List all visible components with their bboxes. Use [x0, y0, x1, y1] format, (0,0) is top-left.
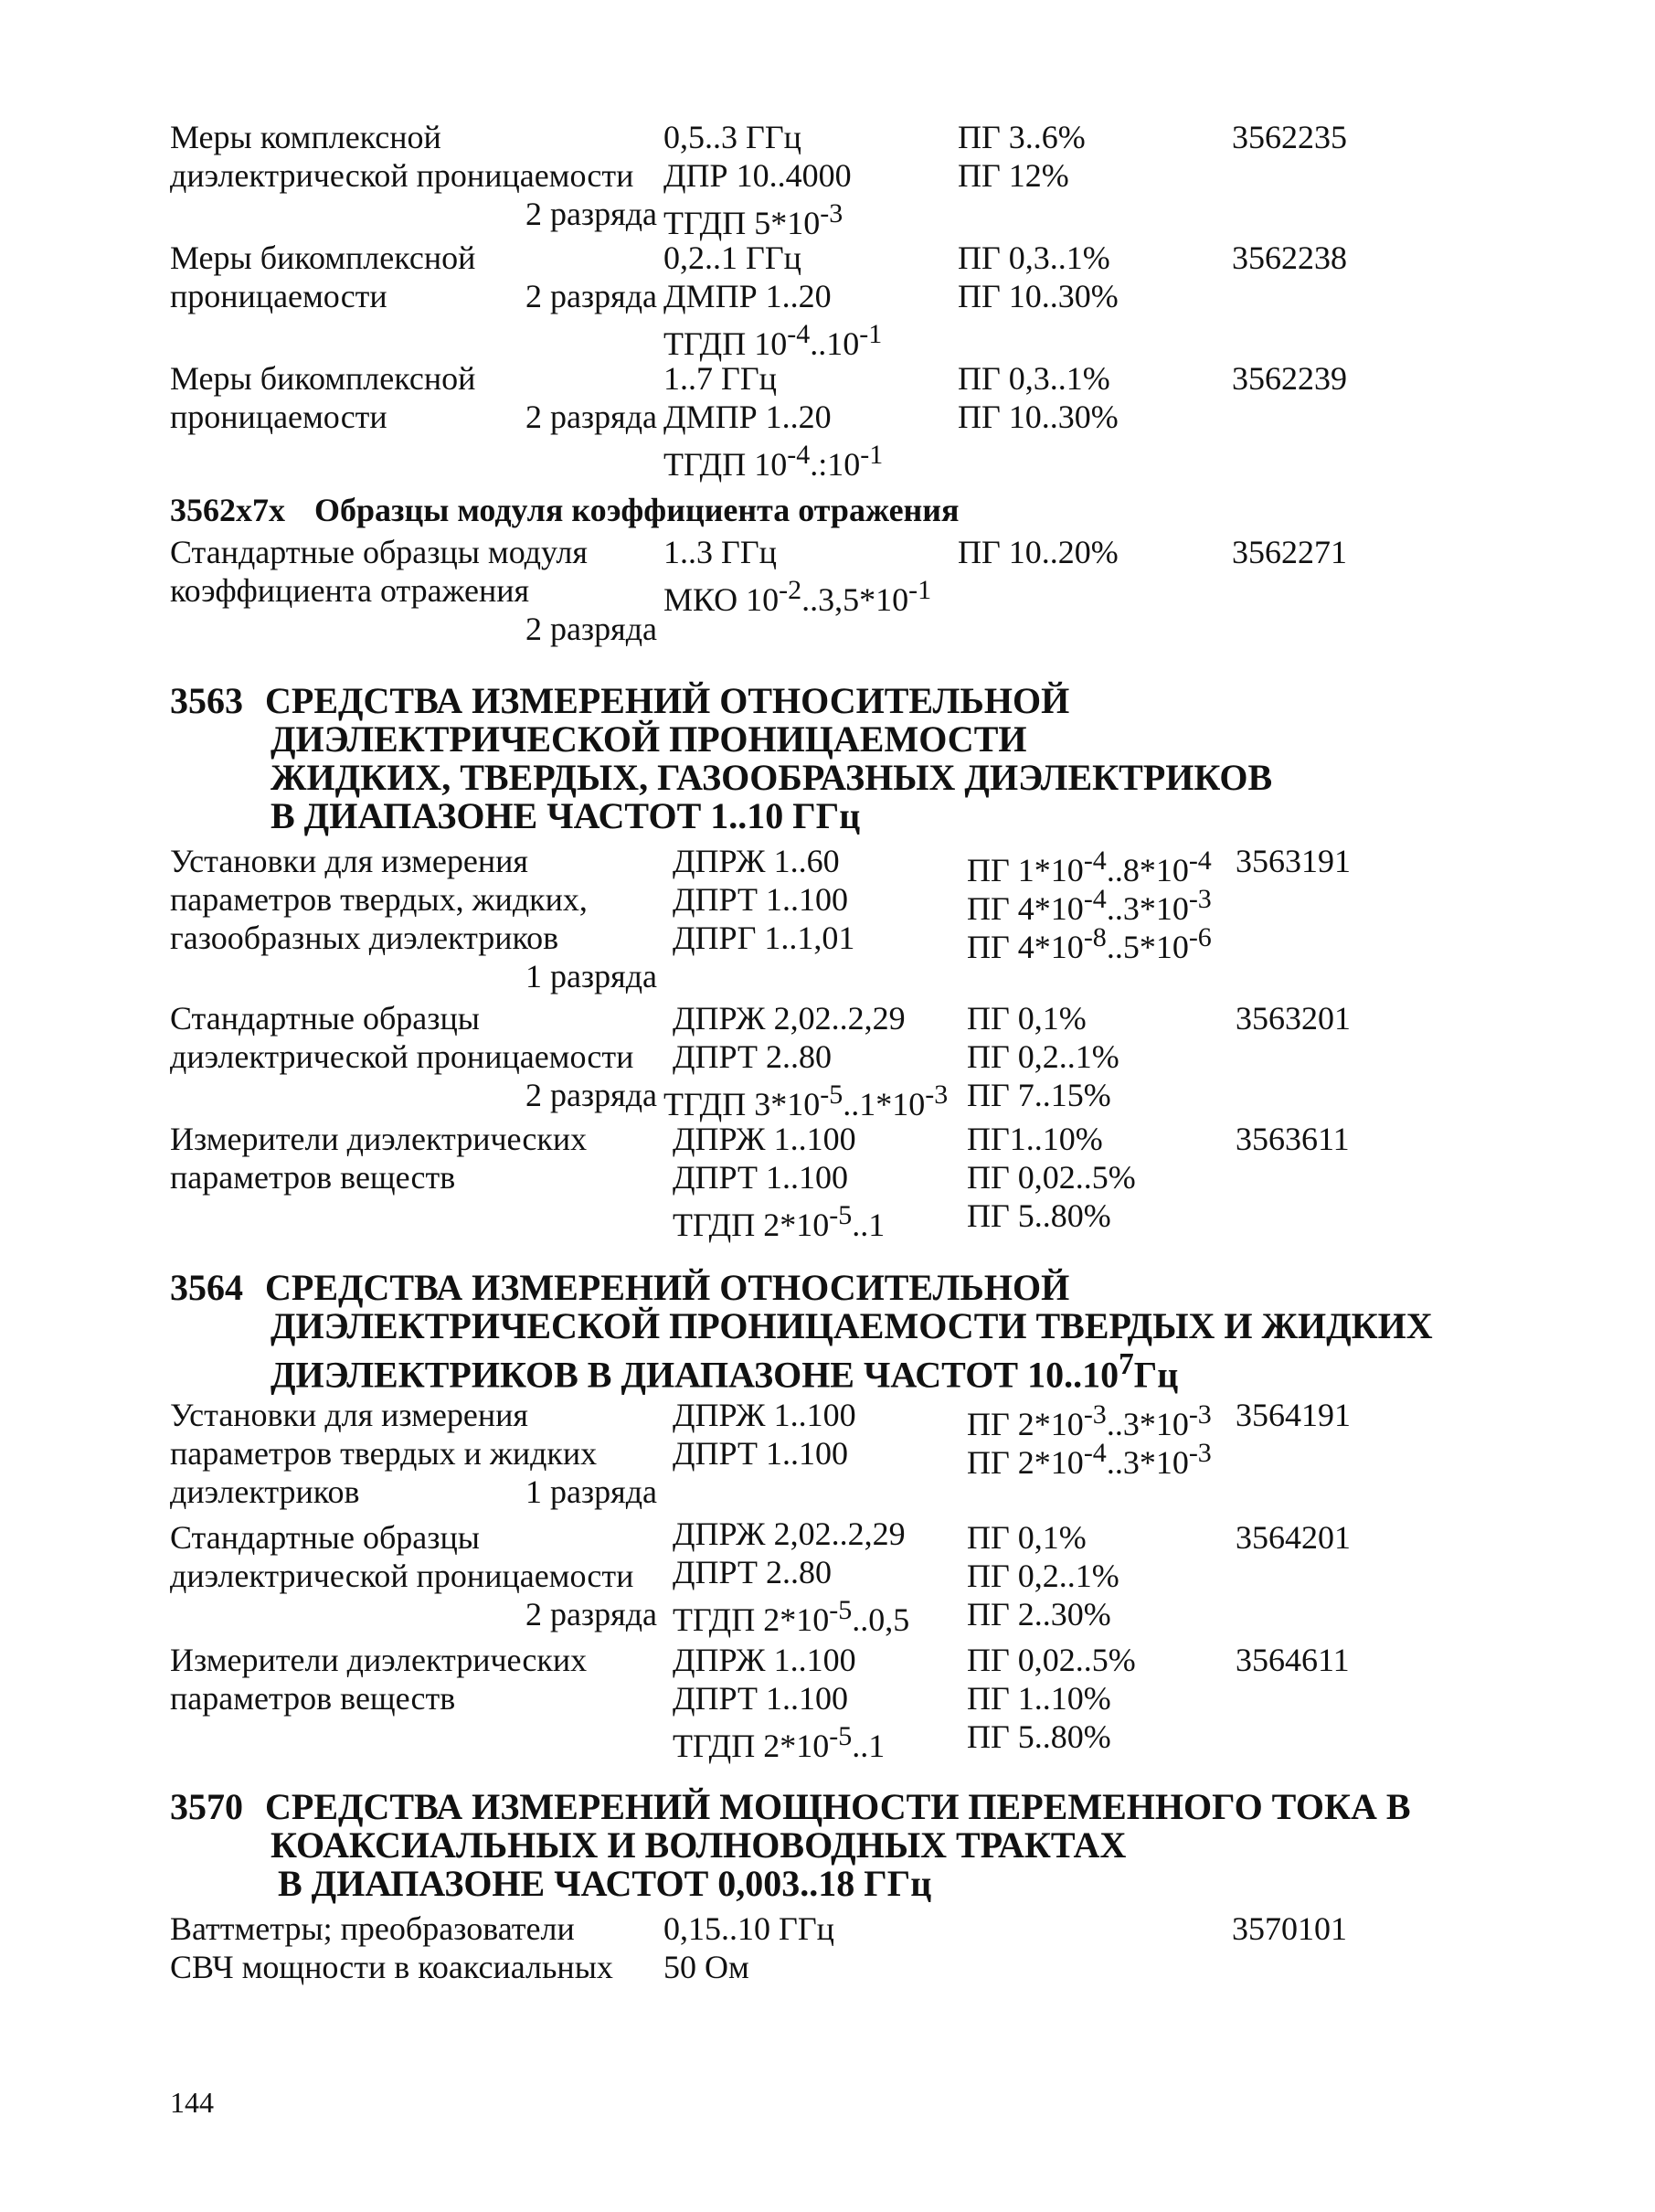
entry-accuracy: ПГ 7..15% [967, 1077, 1111, 1113]
entry-param: 1..3 ГГц [663, 534, 777, 570]
entry-name-line: коэффициента отражения [170, 572, 530, 609]
entry-accuracy: ПГ 10..30% [958, 278, 1119, 314]
entry-accuracy: ПГ 5..80% [967, 1197, 1111, 1234]
entry-param: ТГДП $2*10^{-5}..0,5$ [673, 1595, 910, 1638]
entry-name-line: Стандартные образцы модуля [170, 534, 588, 570]
entry-category: 1 разряда [525, 1473, 657, 1510]
entry-param: ДМПР 1..20 [663, 399, 832, 435]
section-title-line: ДИЭЛЕКТРИЧЕСКОЙ ПРОНИЦАЕМОСТИ [271, 718, 1027, 760]
section-title-line: ДИЭЛЕКТРИКОВ В ДИАПАЗОНЕ ЧАСТОТ 10..10$^7$Гц [271, 1347, 1179, 1396]
entry-param: ТГДП $10^{-4}..10^{-1}$ [663, 319, 883, 362]
entry-param: 1..7 ГГц [663, 360, 777, 397]
entry-accuracy: ПГ 0,2..1% [967, 1558, 1119, 1594]
entry-name-line: проницаемости [170, 399, 387, 435]
entry-param: ДМПР 1..20 [663, 278, 832, 314]
entry-param: 0,5..3 ГГц [663, 119, 801, 155]
entry-name-line: Установки для измерения [170, 843, 528, 879]
entry-name-line: диэлектрической проницаемости [170, 1558, 634, 1594]
entry-accuracy: ПГ 10..20% [958, 534, 1119, 570]
entry-param: ДПРЖ 2,02..2,29 [673, 1515, 906, 1552]
entry-param: ТГДП $10^{-4}.:10^{-1}$ [663, 440, 884, 483]
section-title-line: ДИЭЛЕКТРИЧЕСКОЙ ПРОНИЦАЕМОСТИ ТВЕРДЫХ И ЖИДКИХ [271, 1305, 1433, 1346]
entry-param: ДПРГ 1..1,01 [673, 920, 855, 956]
entry-category: 2 разряда [525, 196, 657, 232]
entry-code: 3563191 [1236, 843, 1351, 879]
entry-name-line: Измерители диэлектрических [170, 1642, 588, 1678]
entry-accuracy: ПГ 0,2..1% [967, 1038, 1119, 1075]
entry-accuracy: ПГ 0,1% [967, 1519, 1087, 1556]
entry-param: ТГДП $2*10^{-5}..1$ [673, 1721, 886, 1764]
entry-category: 2 разряда [525, 278, 657, 314]
entry-name-line: Ваттметры; преобразователи [170, 1910, 575, 1947]
entry-param: ДПРЖ 1..60 [673, 843, 840, 879]
entry-accuracy: ПГ 0,1% [967, 1000, 1087, 1037]
entry-name-line: Меры комплексной [170, 119, 441, 155]
entry-param: ДПР 10..4000 [663, 157, 852, 194]
entry-category: 2 разряда [525, 399, 657, 435]
entry-accuracy: ПГ 0,02..5% [967, 1159, 1136, 1196]
entry-param: ДПРТ 2..80 [673, 1038, 833, 1075]
entry-name-line: Стандартные образцы [170, 1519, 480, 1556]
entry-code: 3562239 [1232, 360, 1347, 397]
page-number: 144 [170, 2086, 214, 2119]
entry-accuracy: ПГ 0,02..5% [967, 1642, 1136, 1678]
entry-name-line: параметров твердых, жидких, [170, 881, 588, 918]
entry-param: 0,15..10 ГГц [663, 1910, 834, 1947]
entry-code: 3562238 [1232, 239, 1347, 276]
section-code: 3564 [170, 1267, 243, 1308]
entry-param: 50 Ом [663, 1949, 749, 1985]
entry-category: 2 разряда [525, 611, 657, 647]
entry-name-line: Стандартные образцы [170, 1000, 480, 1037]
entry-name-line: газообразных диэлектриков [170, 920, 559, 956]
section-title-line: СРЕДСТВА ИЗМЕРЕНИЙ ОТНОСИТЕЛЬНОЙ [265, 680, 1070, 721]
entry-param: ТГДП $2*10^{-5}..1$ [673, 1200, 886, 1243]
entry-accuracy: ПГ1..10% [967, 1121, 1103, 1157]
entry-category: 2 разряда [525, 1596, 657, 1632]
section-code: 3563 [170, 680, 243, 721]
entry-name-line: СВЧ мощности в коаксиальных [170, 1949, 613, 1985]
entry-param: ДПРТ 2..80 [673, 1554, 833, 1590]
section-title-line: ЖИДКИХ, ТВЕРДЫХ, ГАЗООБРАЗНЫХ ДИЭЛЕКТРИКОВ [271, 757, 1273, 798]
entry-accuracy: ПГ $4*10^{-8}..5*10^{-6}$ [967, 922, 1212, 965]
entry-accuracy: ПГ 0,3..1% [958, 239, 1110, 276]
entry-param: ДПРЖ 2,02..2,29 [673, 1000, 906, 1037]
entry-param: ДПРЖ 1..100 [673, 1642, 856, 1678]
entry-accuracy: ПГ $4*10^{-4}..3*10^{-3}$ [967, 884, 1212, 927]
entry-accuracy: ПГ 3..6% [958, 119, 1086, 155]
section-title-line: В ДИАПАЗОНЕ ЧАСТОТ 1..10 ГГц [271, 795, 861, 836]
entry-name-line: Меры бикомплексной [170, 239, 476, 276]
entry-accuracy: ПГ $1*10^{-4}..8*10^{-4}$ [967, 845, 1212, 888]
entry-name-line: диэлектрической проницаемости [170, 1038, 634, 1075]
subsection-code: 3562х7х [170, 492, 285, 528]
entry-name-line: параметров веществ [170, 1159, 456, 1196]
section-title-line: СРЕДСТВА ИЗМЕРЕНИЙ ОТНОСИТЕЛЬНОЙ [265, 1267, 1070, 1308]
entry-name-line: Меры бикомплексной [170, 360, 476, 397]
entry-name-line: диэлектрической проницаемости [170, 157, 634, 194]
entry-name-line: параметров веществ [170, 1680, 456, 1717]
entry-code: 3570101 [1232, 1910, 1347, 1947]
entry-code: 3563611 [1236, 1121, 1350, 1157]
section-title-line: В ДИАПАЗОНЕ ЧАСТОТ 0,003..18 ГГц [278, 1863, 932, 1904]
entry-param: ТГДП $5*10^{-3}$ [663, 198, 843, 241]
entry-name-line: проницаемости [170, 278, 387, 314]
section-title-line: КОАКСИАЛЬНЫХ И ВОЛНОВОДНЫХ ТРАКТАХ [271, 1824, 1127, 1866]
entry-param: ДПРТ 1..100 [673, 1435, 849, 1472]
entry-accuracy: ПГ $2*10^{-3}..3*10^{-3}$ [967, 1399, 1212, 1442]
entry-category: 1 разряда [525, 958, 657, 994]
entry-accuracy: ПГ 12% [958, 157, 1069, 194]
entry-name-line: Измерители диэлектрических [170, 1121, 588, 1157]
entry-accuracy: ПГ 5..80% [967, 1718, 1111, 1755]
entry-accuracy: ПГ 0,3..1% [958, 360, 1110, 397]
entry-code: 3562271 [1232, 534, 1347, 570]
entry-param: ДПРТ 1..100 [673, 1159, 849, 1196]
entry-accuracy: ПГ 1..10% [967, 1680, 1111, 1717]
entry-param: ДПРЖ 1..100 [673, 1121, 856, 1157]
subsection-title: Образцы модуля коэффициента отражения [314, 492, 960, 528]
entry-category: 2 разряда [525, 1077, 657, 1113]
section-code: 3570 [170, 1786, 243, 1827]
entry-accuracy: ПГ $2*10^{-4}..3*10^{-3}$ [967, 1438, 1212, 1481]
entry-code: 3564191 [1236, 1397, 1351, 1433]
entry-code: 3564611 [1236, 1642, 1350, 1678]
entry-name-line: параметров твердых и жидких [170, 1435, 598, 1472]
entry-param: ДПРТ 1..100 [673, 1680, 849, 1717]
entry-param: МКО $10^{-2}..3,5*10^{-1}$ [663, 575, 932, 618]
entry-code: 3563201 [1236, 1000, 1351, 1037]
entry-param: ДПРТ 1..100 [673, 881, 849, 918]
entry-name-line: Установки для измерения [170, 1397, 528, 1433]
entry-name-line: диэлектриков [170, 1473, 360, 1510]
section-title-line: СРЕДСТВА ИЗМЕРЕНИЙ МОЩНОСТИ ПЕРЕМЕННОГО ТОКА В [265, 1786, 1411, 1827]
entry-accuracy: ПГ 10..30% [958, 399, 1119, 435]
entry-code: 3564201 [1236, 1519, 1351, 1556]
entry-code: 3562235 [1232, 119, 1347, 155]
entry-param: 0,2..1 ГГц [663, 239, 801, 276]
entry-param: ТГДП $3*10^{-5}..1*10^{-3}$ [663, 1079, 949, 1122]
entry-accuracy: ПГ 2..30% [967, 1596, 1111, 1632]
entry-param: ДПРЖ 1..100 [673, 1397, 856, 1433]
